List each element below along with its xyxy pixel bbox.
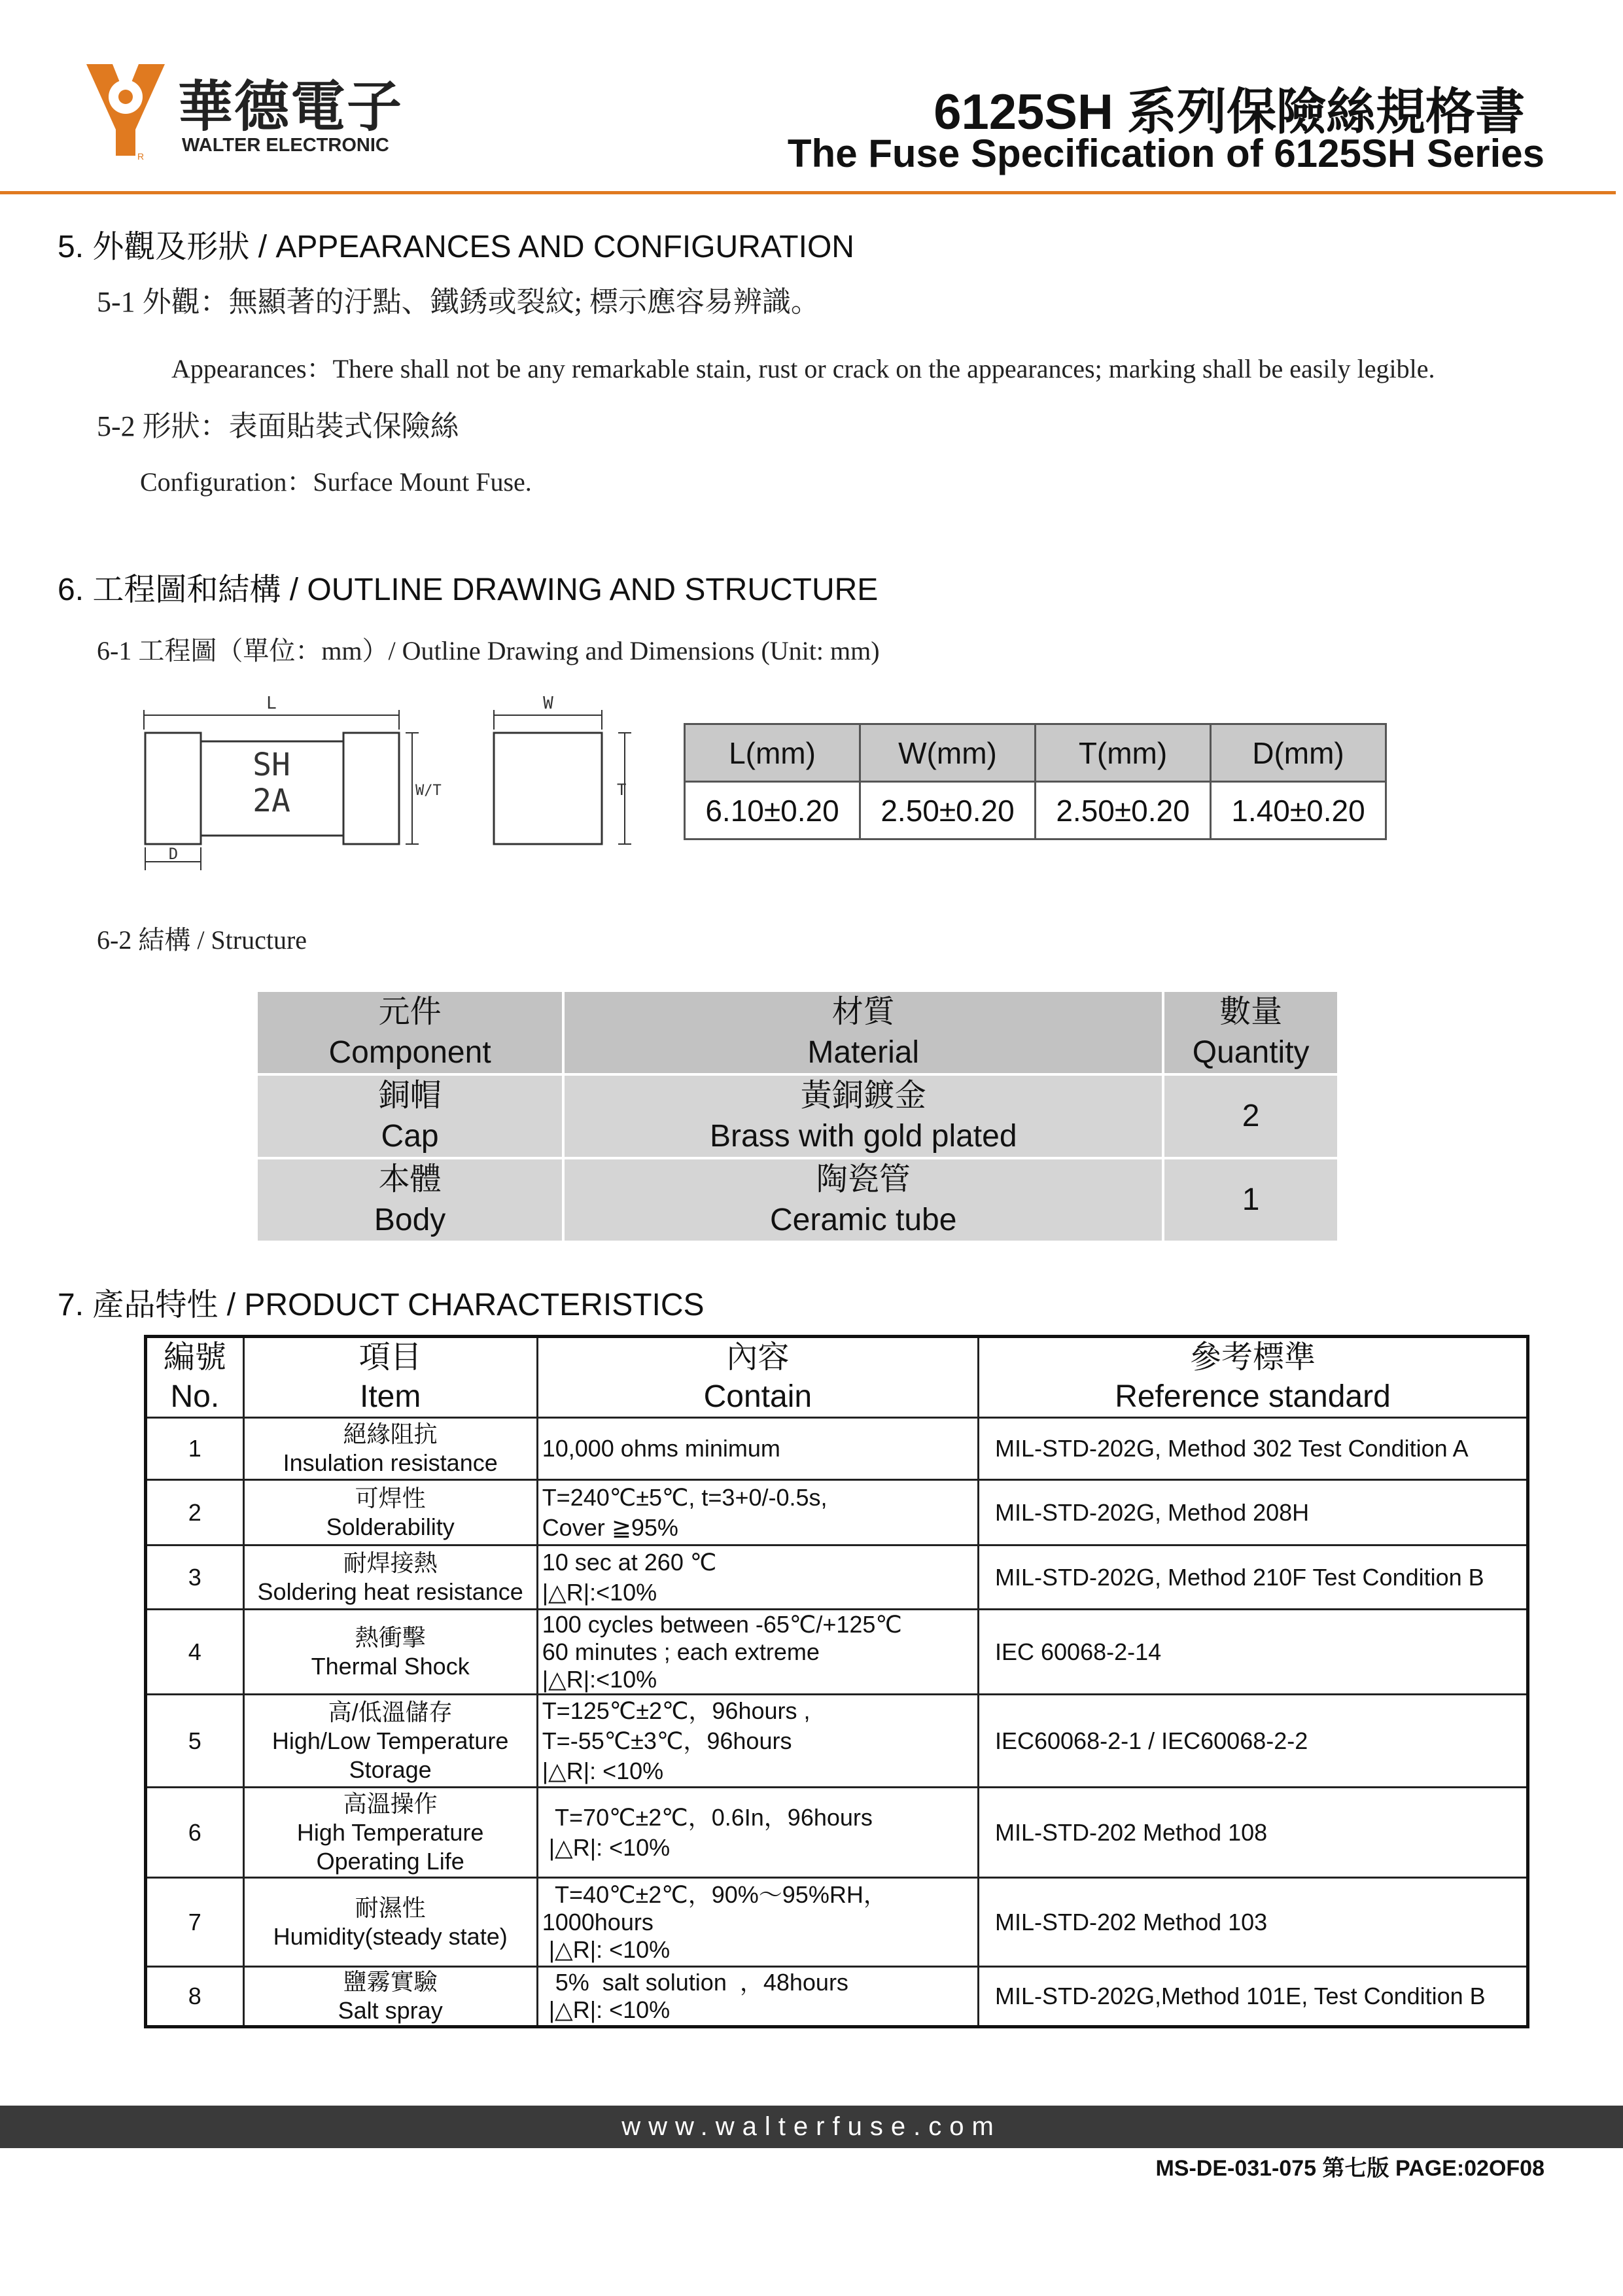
dim-value: 2.50±0.20 [1036, 782, 1211, 839]
table-row: 3 耐焊接熱 Soldering heat resistance 10 sec at 260 ℃ |△R|:<10% MIL-STD-202G, Method 210F Test Condition B [146, 1545, 1528, 1610]
section6-1-title: 6-1 工程圖（單位：mm）/ Outline Drawing and Dimensions (Unit: mm) [97, 636, 880, 665]
table-row: 4 熱衝擊 Thermal Shock 100 cycles between -65℃/+125℃ 60 minutes ; each extreme |△R|:<10% IEC 60068-2-14 [146, 1610, 1528, 1695]
label-L: L [266, 694, 277, 713]
char-header-contain: 內容 Contain [537, 1337, 978, 1418]
table-row: 8 鹽霧實驗 Salt spray 5% salt solution ，48hours |△R|: <10% MIL-STD-202G,Method 101E, Test Condition B [146, 1967, 1528, 2027]
struct-header-quantity: 數量 Quantity [1163, 991, 1338, 1074]
section7-heading: 7. 產品特性 / PRODUCT CHARACTERISTICS [58, 1288, 705, 1322]
header-divider [0, 191, 1616, 194]
dim-value: 6.10±0.20 [685, 782, 860, 839]
section5-1-cn: 5-1 外觀：無顯著的汙點、鐵銹或裂紋; 標示應容易辨識。 [97, 286, 820, 318]
company-logo [73, 58, 178, 162]
char-header-ref: 參考標準 Reference standard [978, 1337, 1527, 1418]
dim-value: 2.50±0.20 [860, 782, 1036, 839]
table-row: 2 可焊性 Solderability T=240℃±5℃, t=3+0/-0.5s, Cover ≧95% MIL-STD-202G, Method 208H [146, 1480, 1528, 1545]
label-W: W [543, 694, 553, 713]
dimensions-table [684, 723, 1387, 840]
label-D: D [168, 845, 179, 863]
char-header-item: 項目 Item [243, 1337, 537, 1418]
marking-line2: 2A [253, 783, 290, 819]
characteristics-table [144, 1335, 1529, 2028]
struct-header-component: 元件 Component [256, 991, 563, 1074]
section5-2-en: Configuration：Surface Mount Fuse. [140, 467, 532, 497]
struct-header-material: 材質 Material [563, 991, 1163, 1074]
section5-2-cn: 5-2 形狀：表面貼裝式保險絲 [97, 410, 459, 442]
dim-header: W(mm) [860, 724, 1036, 782]
label-WT: W/T [415, 783, 442, 799]
brand-name-cn: 華德電子 [178, 76, 404, 137]
doc-title-en: The Fuse Specification of 6125SH Series [787, 132, 1544, 175]
marking-line1: SH [253, 747, 290, 783]
table-row: 銅帽 Cap 黃銅鍍金 Brass with gold plated 2 [256, 1074, 1338, 1158]
doc-title-cn: 6125SH 系列保險絲規格書 [934, 84, 1525, 140]
dim-header: T(mm) [1036, 724, 1211, 782]
table-row: 5 高/低溫儲存 High/Low Temperature Storage T=125℃±2℃，96hours , T=-55℃±3℃，96hours |△R|: <10% IEC60068-2-1 / IEC60068-2-2 [146, 1695, 1528, 1788]
section6-2-title: 6-2 結構 / Structure [97, 925, 307, 955]
structure-table [255, 989, 1340, 1243]
section5-heading: 5. 外觀及形狀 / APPEARANCES AND CONFIGURATION [58, 230, 854, 264]
document-number: MS-DE-031-075 第七版 PAGE:02OF08 [1155, 2156, 1544, 2181]
dim-value: 1.40±0.20 [1211, 782, 1386, 839]
section6-heading: 6. 工程圖和結構 / OUTLINE DRAWING AND STRUCTURE [58, 573, 879, 607]
table-row: 本體 Body 陶瓷管 Ceramic tube 1 [256, 1158, 1338, 1242]
outline-drawing [137, 690, 648, 877]
svg-text:R: R [137, 151, 145, 162]
dim-header: L(mm) [685, 724, 860, 782]
dim-header: D(mm) [1211, 724, 1386, 782]
table-row: 6 高溫操作 High Temperature Operating Life T=70℃±2℃，0.6In，96hours |△R|: <10% MIL-STD-202 Method 108 [146, 1788, 1528, 1878]
label-T: T [617, 781, 627, 799]
table-row: 7 耐濕性 Humidity(steady state) T=40℃±2℃，90%～95%RH， 1000hours |△R|: <10% MIL-STD-202 Method 103 [146, 1878, 1528, 1967]
table-row: 1 絕緣阻抗 Insulation resistance 10,000 ohms minimum MIL-STD-202G, Method 302 Test Condition A [146, 1418, 1528, 1480]
brand-name-en: WALTER ELECTRONIC [182, 135, 389, 156]
section5-1-en: Appearances：There shall not be any remarkable stain, rust or crack on the appearances; marking shall be easily legible. [171, 354, 1435, 383]
char-header-no: 編號 No. [146, 1337, 244, 1418]
footer-url: www.walterfuse.com [621, 2112, 1002, 2141]
